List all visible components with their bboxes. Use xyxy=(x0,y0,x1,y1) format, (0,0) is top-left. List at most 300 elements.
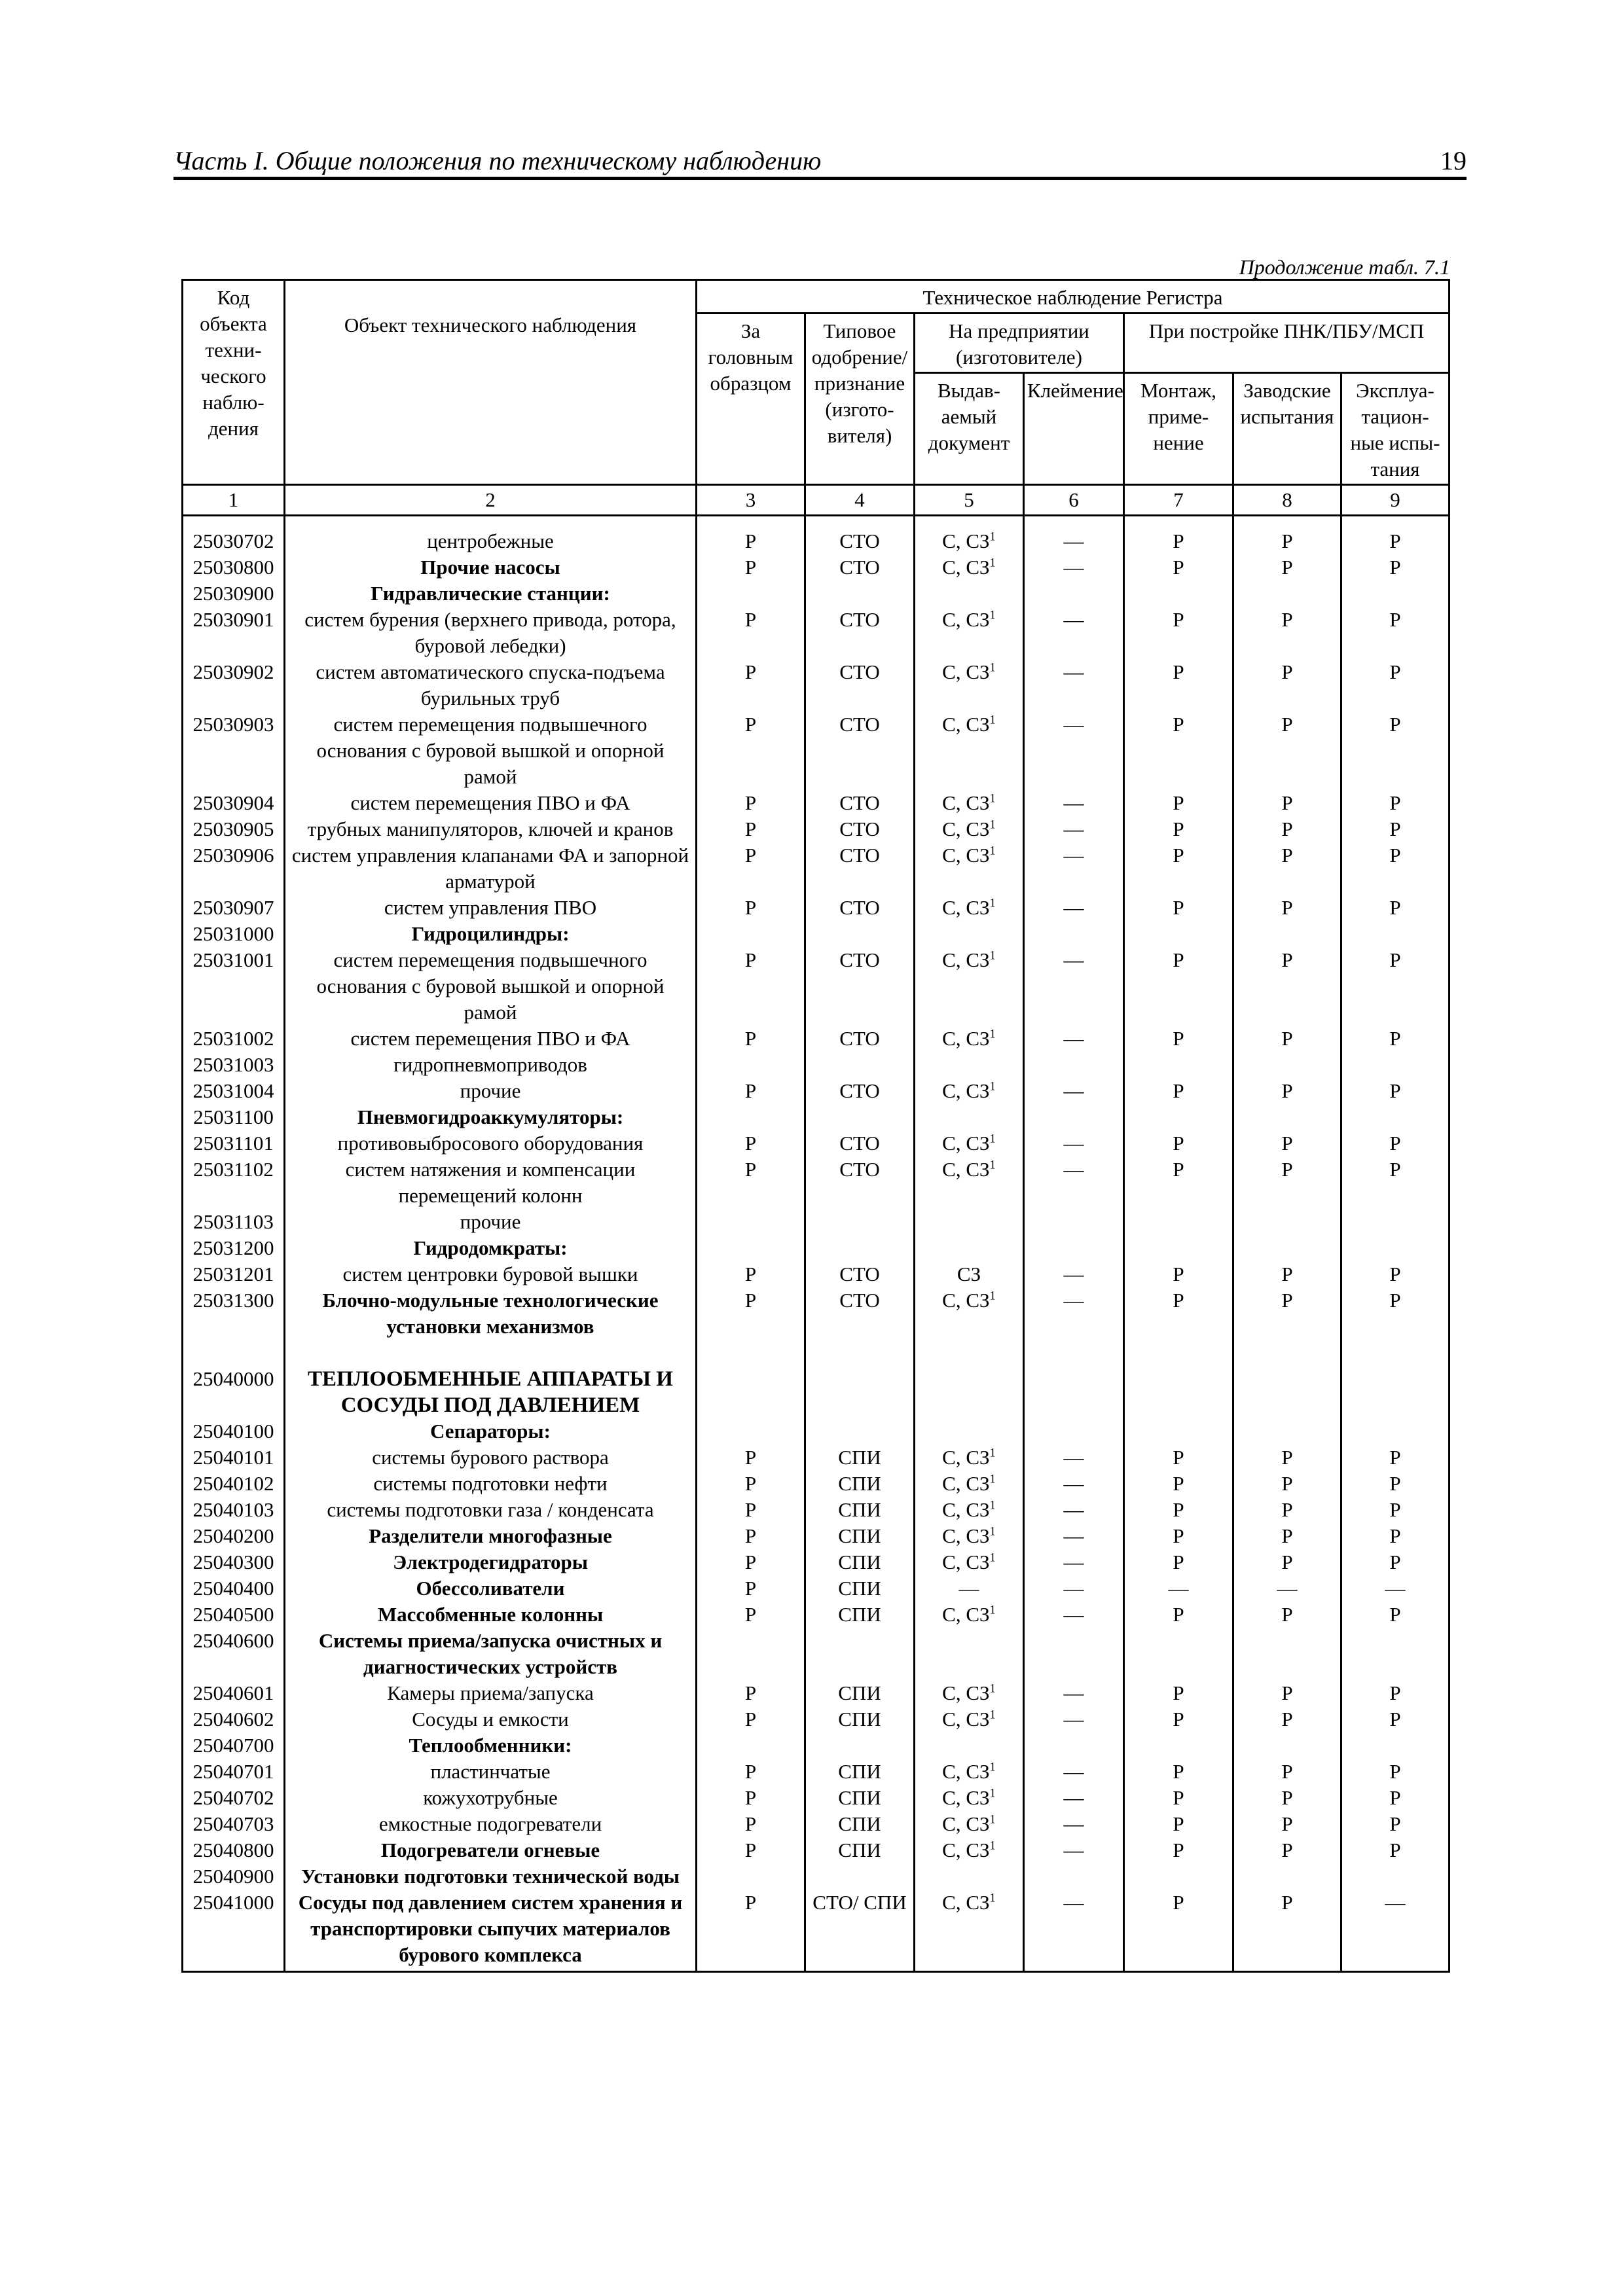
row-c3: Р xyxy=(697,711,805,790)
row-c7: Р xyxy=(1124,842,1233,895)
row-code: 25040702 xyxy=(183,1785,285,1811)
row-c7: Р xyxy=(1124,1759,1233,1785)
row-c6 xyxy=(1024,1209,1124,1235)
table-row xyxy=(183,1628,1450,1680)
row-c6: — xyxy=(1024,1287,1124,1340)
row-c8: Р xyxy=(1233,1130,1341,1157)
row-c3: Р xyxy=(697,1523,805,1549)
row-c3: Р xyxy=(697,1078,805,1104)
row-object: Сосуды под давлением систем хранения и транспортировки сыпучих материалов бурового комплекса xyxy=(285,1890,697,1972)
row-c7: Р xyxy=(1124,711,1233,790)
row-c4: СПИ xyxy=(805,1706,915,1732)
row-c3: Р xyxy=(697,1706,805,1732)
row-c8 xyxy=(1233,1366,1341,1418)
row-c6: — xyxy=(1024,1471,1124,1497)
row-object: Гидродомкраты: xyxy=(285,1235,697,1261)
row-c9: Р xyxy=(1341,842,1450,895)
row-c7: — xyxy=(1124,1575,1233,1602)
row-c3: Р xyxy=(697,1602,805,1628)
row-c8 xyxy=(1233,1628,1341,1680)
row-c7 xyxy=(1124,1052,1233,1078)
document-value: С, СЗ xyxy=(942,1603,990,1626)
row-c4: СПИ xyxy=(805,1680,915,1706)
row-object: Пневмогидроаккумуляторы: xyxy=(285,1104,697,1130)
row-c9: Р xyxy=(1341,816,1450,842)
document-value: С, СЗ xyxy=(942,1524,990,1547)
footnote-mark: 1 xyxy=(989,1158,996,1172)
row-c6 xyxy=(1024,1732,1124,1759)
row-c7: Р xyxy=(1124,1837,1233,1863)
row-object: систем натяжения и компенсации перемещений колонн xyxy=(285,1157,697,1209)
row-c5 xyxy=(915,1418,1024,1444)
row-c5 xyxy=(915,1785,1024,1811)
row-c7: Р xyxy=(1124,790,1233,816)
row-c8 xyxy=(1233,1104,1341,1130)
row-c3: Р xyxy=(697,1837,805,1863)
document-value: С, СЗ xyxy=(942,608,990,631)
row-c4: СТО xyxy=(805,1261,915,1287)
row-code: 25030900 xyxy=(183,581,285,607)
header-col5: Выдав-аемый документ xyxy=(915,373,1024,485)
table-row xyxy=(183,816,1450,842)
row-c5 xyxy=(915,1890,1024,1972)
table-row xyxy=(183,1235,1450,1261)
row-c4: СПИ xyxy=(805,1785,915,1811)
row-code: 25040103 xyxy=(183,1497,285,1523)
row-c9: Р xyxy=(1341,1471,1450,1497)
row-code: 25031102 xyxy=(183,1157,285,1209)
row-code: 25031000 xyxy=(183,921,285,947)
row-c8: Р xyxy=(1233,1157,1341,1209)
row-c4: СТО xyxy=(805,1078,915,1104)
row-object: систем управления ПВО xyxy=(285,895,697,921)
row-c9 xyxy=(1341,1052,1450,1078)
row-c8: Р xyxy=(1233,895,1341,921)
row-code xyxy=(183,1340,285,1366)
row-c8: Р xyxy=(1233,711,1341,790)
row-c7: Р xyxy=(1124,607,1233,659)
row-c5 xyxy=(915,921,1024,947)
footnote-mark: 1 xyxy=(989,844,996,858)
table-row xyxy=(183,554,1450,581)
row-code: 25040100 xyxy=(183,1418,285,1444)
header-at-construction: При постройке ПНК/ПБУ/МСП xyxy=(1124,314,1450,373)
row-object: Блочно-модульные технологические установки механизмов xyxy=(285,1287,697,1340)
row-c3: Р xyxy=(697,1680,805,1706)
row-c5 xyxy=(915,1444,1024,1471)
column-number: 6 xyxy=(1024,485,1124,516)
row-code: 25040101 xyxy=(183,1444,285,1471)
footnote-mark: 1 xyxy=(989,1524,996,1539)
column-number: 5 xyxy=(915,485,1024,516)
row-c4: СПИ xyxy=(805,1837,915,1863)
table-row xyxy=(183,921,1450,947)
row-code: 25031002 xyxy=(183,1026,285,1052)
row-c8: Р xyxy=(1233,554,1341,581)
row-c4 xyxy=(805,1418,915,1444)
row-code: 25031004 xyxy=(183,1078,285,1104)
row-c8: Р xyxy=(1233,842,1341,895)
header-col4: Типовое одобрение/ признание (изгото-вителя) xyxy=(805,314,915,485)
running-head xyxy=(173,145,1467,180)
row-c7: Р xyxy=(1124,1497,1233,1523)
row-c4: СТО xyxy=(805,947,915,1026)
row-c7: Р xyxy=(1124,895,1233,921)
document-value: С, СЗ xyxy=(942,1132,990,1155)
row-c4: СПИ xyxy=(805,1497,915,1523)
row-c8: Р xyxy=(1233,1287,1341,1340)
row-c7: Р xyxy=(1124,516,1233,555)
footnote-mark: 1 xyxy=(989,1891,996,1905)
footnote-mark: 1 xyxy=(989,1551,996,1565)
row-c9 xyxy=(1341,921,1450,947)
table-row xyxy=(183,711,1450,790)
row-c9 xyxy=(1341,1366,1450,1418)
row-c4 xyxy=(805,921,915,947)
row-c7: Р xyxy=(1124,1549,1233,1575)
observation-table xyxy=(181,279,1450,1973)
row-c8: Р xyxy=(1233,1444,1341,1471)
row-c8: Р xyxy=(1233,607,1341,659)
running-head-title: Часть I. Общие положения по техническому наблюдению xyxy=(173,146,822,175)
row-c7 xyxy=(1124,1418,1233,1444)
row-code: 25030907 xyxy=(183,895,285,921)
row-c6: — xyxy=(1024,1444,1124,1471)
row-c4: СТО xyxy=(805,516,915,555)
row-c7: Р xyxy=(1124,1471,1233,1497)
row-code: 25040400 xyxy=(183,1575,285,1602)
footnote-mark: 1 xyxy=(989,529,996,544)
row-c7: Р xyxy=(1124,659,1233,711)
row-c8: Р xyxy=(1233,1706,1341,1732)
row-code: 25030902 xyxy=(183,659,285,711)
table-header xyxy=(183,280,1450,516)
document-value: С, СЗ xyxy=(942,529,990,552)
row-c6 xyxy=(1024,921,1124,947)
row-object: систем автоматического спуска-подъема бурильных труб xyxy=(285,659,697,711)
row-c4: СТО xyxy=(805,842,915,895)
row-c5 xyxy=(915,1523,1024,1549)
row-c5 xyxy=(915,842,1024,895)
row-c4: СПИ xyxy=(805,1759,915,1785)
row-c4: СПИ xyxy=(805,1549,915,1575)
row-code: 25040200 xyxy=(183,1523,285,1549)
row-c7 xyxy=(1124,1366,1233,1418)
column-number: 8 xyxy=(1233,485,1341,516)
table-row xyxy=(183,1785,1450,1811)
row-code: 25040700 xyxy=(183,1732,285,1759)
row-code: 25040602 xyxy=(183,1706,285,1732)
row-c6: — xyxy=(1024,1130,1124,1157)
row-c5 xyxy=(915,1575,1024,1602)
row-c4: СТО xyxy=(805,1026,915,1052)
table-row xyxy=(183,607,1450,659)
row-object: ТЕПЛООБМЕННЫЕ АППАРАТЫ И СОСУДЫ ПОД ДАВЛЕНИЕМ xyxy=(285,1366,697,1418)
row-c3 xyxy=(697,1340,805,1366)
row-c7: Р xyxy=(1124,947,1233,1026)
row-object: Электродегидраторы xyxy=(285,1549,697,1575)
row-c9: Р xyxy=(1341,554,1450,581)
document-value: С, СЗ xyxy=(942,844,990,867)
row-code: 25040900 xyxy=(183,1863,285,1890)
row-object: Установки подготовки технической воды xyxy=(285,1863,697,1890)
row-c4 xyxy=(805,1104,915,1130)
row-c8: Р xyxy=(1233,1602,1341,1628)
row-c3: Р xyxy=(697,1261,805,1287)
document-value: С, СЗ xyxy=(942,948,990,971)
row-c8: Р xyxy=(1233,816,1341,842)
row-c9: Р xyxy=(1341,1157,1450,1209)
row-c7: Р xyxy=(1124,1811,1233,1837)
row-c8 xyxy=(1233,1732,1341,1759)
row-c6: — xyxy=(1024,1837,1124,1863)
row-c6: — xyxy=(1024,1261,1124,1287)
row-c9 xyxy=(1341,1104,1450,1130)
row-c4: СПИ xyxy=(805,1811,915,1837)
row-c4 xyxy=(805,581,915,607)
header-col9: Эксплуа-тацион-ные испы-тания xyxy=(1341,373,1450,485)
row-c6: — xyxy=(1024,1602,1124,1628)
row-c9 xyxy=(1341,1732,1450,1759)
row-c5 xyxy=(915,1340,1024,1366)
row-c3 xyxy=(697,1104,805,1130)
row-c6: — xyxy=(1024,1078,1124,1104)
row-c8: Р xyxy=(1233,1837,1341,1863)
row-code: 25031101 xyxy=(183,1130,285,1157)
column-number: 2 xyxy=(285,485,697,516)
table-row xyxy=(183,1706,1450,1732)
footnote-mark: 1 xyxy=(989,1132,996,1146)
row-c5 xyxy=(915,554,1024,581)
row-object xyxy=(285,1340,697,1366)
row-c4: СТО xyxy=(805,659,915,711)
column-number: 1 xyxy=(183,485,285,516)
row-object: Обессоливатели xyxy=(285,1575,697,1602)
row-code: 25040601 xyxy=(183,1680,285,1706)
document-value: С, СЗ xyxy=(942,817,990,840)
row-c9: — xyxy=(1341,1575,1450,1602)
row-c8: Р xyxy=(1233,1811,1341,1837)
row-c3 xyxy=(697,1863,805,1890)
row-c9: Р xyxy=(1341,1261,1450,1287)
row-c9: Р xyxy=(1341,1602,1450,1628)
row-c5 xyxy=(915,516,1024,555)
row-object: Системы приема/запуска очистных и диагностических устройств xyxy=(285,1628,697,1680)
footnote-mark: 1 xyxy=(989,1289,996,1303)
table-caption: Продолжение табл. 7.1 xyxy=(1239,255,1450,279)
document-value: С, СЗ xyxy=(942,1079,990,1102)
column-number: 7 xyxy=(1124,485,1233,516)
header-col8: Заводские испытания xyxy=(1233,373,1341,485)
row-c5 xyxy=(915,790,1024,816)
row-c3: Р xyxy=(697,516,805,555)
row-c8 xyxy=(1233,1340,1341,1366)
footnote-mark: 1 xyxy=(989,556,996,570)
row-c9: Р xyxy=(1341,659,1450,711)
document-value: С, СЗ xyxy=(942,1839,990,1861)
row-c6: — xyxy=(1024,1759,1124,1785)
row-c6: — xyxy=(1024,842,1124,895)
row-c4: СТО xyxy=(805,816,915,842)
row-c3: Р xyxy=(697,1890,805,1972)
row-c5 xyxy=(915,1628,1024,1680)
row-c9 xyxy=(1341,1863,1450,1890)
row-c3: Р xyxy=(697,1497,805,1523)
row-c5 xyxy=(915,659,1024,711)
footnote-mark: 1 xyxy=(989,1472,996,1486)
row-c8: Р xyxy=(1233,1785,1341,1811)
footnote-mark: 1 xyxy=(989,948,996,963)
row-c9: Р xyxy=(1341,1130,1450,1157)
row-c6: — xyxy=(1024,1811,1124,1837)
row-c6 xyxy=(1024,1863,1124,1890)
row-c6 xyxy=(1024,581,1124,607)
row-c8: Р xyxy=(1233,1680,1341,1706)
row-c3 xyxy=(697,581,805,607)
row-c5 xyxy=(915,1811,1024,1837)
row-c3: Р xyxy=(697,607,805,659)
row-c3: Р xyxy=(697,816,805,842)
row-c5 xyxy=(915,1287,1024,1340)
row-c9: Р xyxy=(1341,1523,1450,1549)
row-c9: Р xyxy=(1341,895,1450,921)
row-c5 xyxy=(915,607,1024,659)
row-c3: Р xyxy=(697,1471,805,1497)
document-value: С, СЗ xyxy=(942,896,990,919)
row-c5 xyxy=(915,895,1024,921)
header-col3: За головным образцом xyxy=(697,314,805,485)
row-c3 xyxy=(697,1209,805,1235)
footnote-mark: 1 xyxy=(989,1498,996,1513)
row-c7: Р xyxy=(1124,816,1233,842)
row-c7 xyxy=(1124,1104,1233,1130)
header-code: Код объекта техни-ческого наблю-дения xyxy=(183,280,285,485)
row-object: систем перемещения подвышечного основания с буровой вышкой и опорной рамой xyxy=(285,711,697,790)
row-c7 xyxy=(1124,1732,1233,1759)
row-c6 xyxy=(1024,1104,1124,1130)
row-c7: Р xyxy=(1124,1523,1233,1549)
row-c9: Р xyxy=(1341,607,1450,659)
row-object: Массобменные колонны xyxy=(285,1602,697,1628)
row-c8: Р xyxy=(1233,790,1341,816)
row-c5 xyxy=(915,1209,1024,1235)
document-value: С, СЗ xyxy=(942,660,990,683)
row-c5 xyxy=(915,1732,1024,1759)
row-object: Теплообменники: xyxy=(285,1732,697,1759)
row-c6 xyxy=(1024,1366,1124,1418)
document-value: С, СЗ xyxy=(942,1891,990,1914)
document-value: С, СЗ xyxy=(942,1289,990,1312)
row-c8: Р xyxy=(1233,1759,1341,1785)
row-c6 xyxy=(1024,1052,1124,1078)
row-c4 xyxy=(805,1732,915,1759)
row-c6: — xyxy=(1024,1497,1124,1523)
footnote-mark: 1 xyxy=(989,713,996,727)
row-c8: — xyxy=(1233,1575,1341,1602)
table-row xyxy=(183,1418,1450,1444)
header-col7: Монтаж, приме-нение xyxy=(1124,373,1233,485)
row-c7: Р xyxy=(1124,1287,1233,1340)
row-c9: Р xyxy=(1341,711,1450,790)
row-c5 xyxy=(915,1078,1024,1104)
row-c7 xyxy=(1124,1340,1233,1366)
row-c6: — xyxy=(1024,1575,1124,1602)
row-c9: Р xyxy=(1341,1287,1450,1340)
row-c9: Р xyxy=(1341,1706,1450,1732)
footnote-mark: 1 xyxy=(989,660,996,675)
table-row xyxy=(183,581,1450,607)
table-row xyxy=(183,1287,1450,1340)
row-c8: Р xyxy=(1233,659,1341,711)
table-row xyxy=(183,1837,1450,1863)
row-c7: Р xyxy=(1124,1078,1233,1104)
row-c8: Р xyxy=(1233,947,1341,1026)
table-row xyxy=(183,1497,1450,1523)
row-c9: Р xyxy=(1341,1026,1450,1052)
row-c7: Р xyxy=(1124,1157,1233,1209)
row-c7: Р xyxy=(1124,1602,1233,1628)
row-c5 xyxy=(915,1157,1024,1209)
table-row xyxy=(183,790,1450,816)
row-object: кожухотрубные xyxy=(285,1785,697,1811)
row-c3 xyxy=(697,1628,805,1680)
row-c5 xyxy=(915,1497,1024,1523)
row-c9: Р xyxy=(1341,1680,1450,1706)
table-row xyxy=(183,1680,1450,1706)
row-c7: Р xyxy=(1124,1026,1233,1052)
table-row xyxy=(183,1052,1450,1078)
row-code: 25031201 xyxy=(183,1261,285,1287)
row-c8 xyxy=(1233,921,1341,947)
column-number: 3 xyxy=(697,485,805,516)
row-c4: СПИ xyxy=(805,1471,915,1497)
row-c9 xyxy=(1341,1209,1450,1235)
row-object: емкостные подогреватели xyxy=(285,1811,697,1837)
row-c6 xyxy=(1024,1418,1124,1444)
row-c7 xyxy=(1124,1863,1233,1890)
row-c7: Р xyxy=(1124,1680,1233,1706)
row-code: 25040000 xyxy=(183,1366,285,1418)
row-c3 xyxy=(697,1418,805,1444)
row-c5 xyxy=(915,711,1024,790)
row-c4 xyxy=(805,1209,915,1235)
row-c5 xyxy=(915,1261,1024,1287)
row-c4: СТО xyxy=(805,1130,915,1157)
row-c6: — xyxy=(1024,554,1124,581)
row-c4 xyxy=(805,1235,915,1261)
table-row xyxy=(183,1209,1450,1235)
table-row xyxy=(183,842,1450,895)
row-object: Сепараторы: xyxy=(285,1418,697,1444)
row-c5 xyxy=(915,1706,1024,1732)
column-numbers-row xyxy=(183,485,1450,516)
row-code: 25040800 xyxy=(183,1837,285,1863)
table-row xyxy=(183,1863,1450,1890)
row-c4 xyxy=(805,1863,915,1890)
document-value: С, СЗ xyxy=(942,1446,990,1469)
table-row xyxy=(183,1549,1450,1575)
row-object: систем перемещения ПВО и ФА xyxy=(285,1026,697,1052)
row-c6: — xyxy=(1024,1890,1124,1972)
row-object: центробежные xyxy=(285,516,697,555)
row-code: 25031300 xyxy=(183,1287,285,1340)
row-c8 xyxy=(1233,1209,1341,1235)
row-c5 xyxy=(915,1837,1024,1863)
row-code: 25040102 xyxy=(183,1471,285,1497)
row-object: систем бурения (верхнего привода, ротора, буровой лебедки) xyxy=(285,607,697,659)
row-object: Подогреватели огневые xyxy=(285,1837,697,1863)
row-c5 xyxy=(915,947,1024,1026)
